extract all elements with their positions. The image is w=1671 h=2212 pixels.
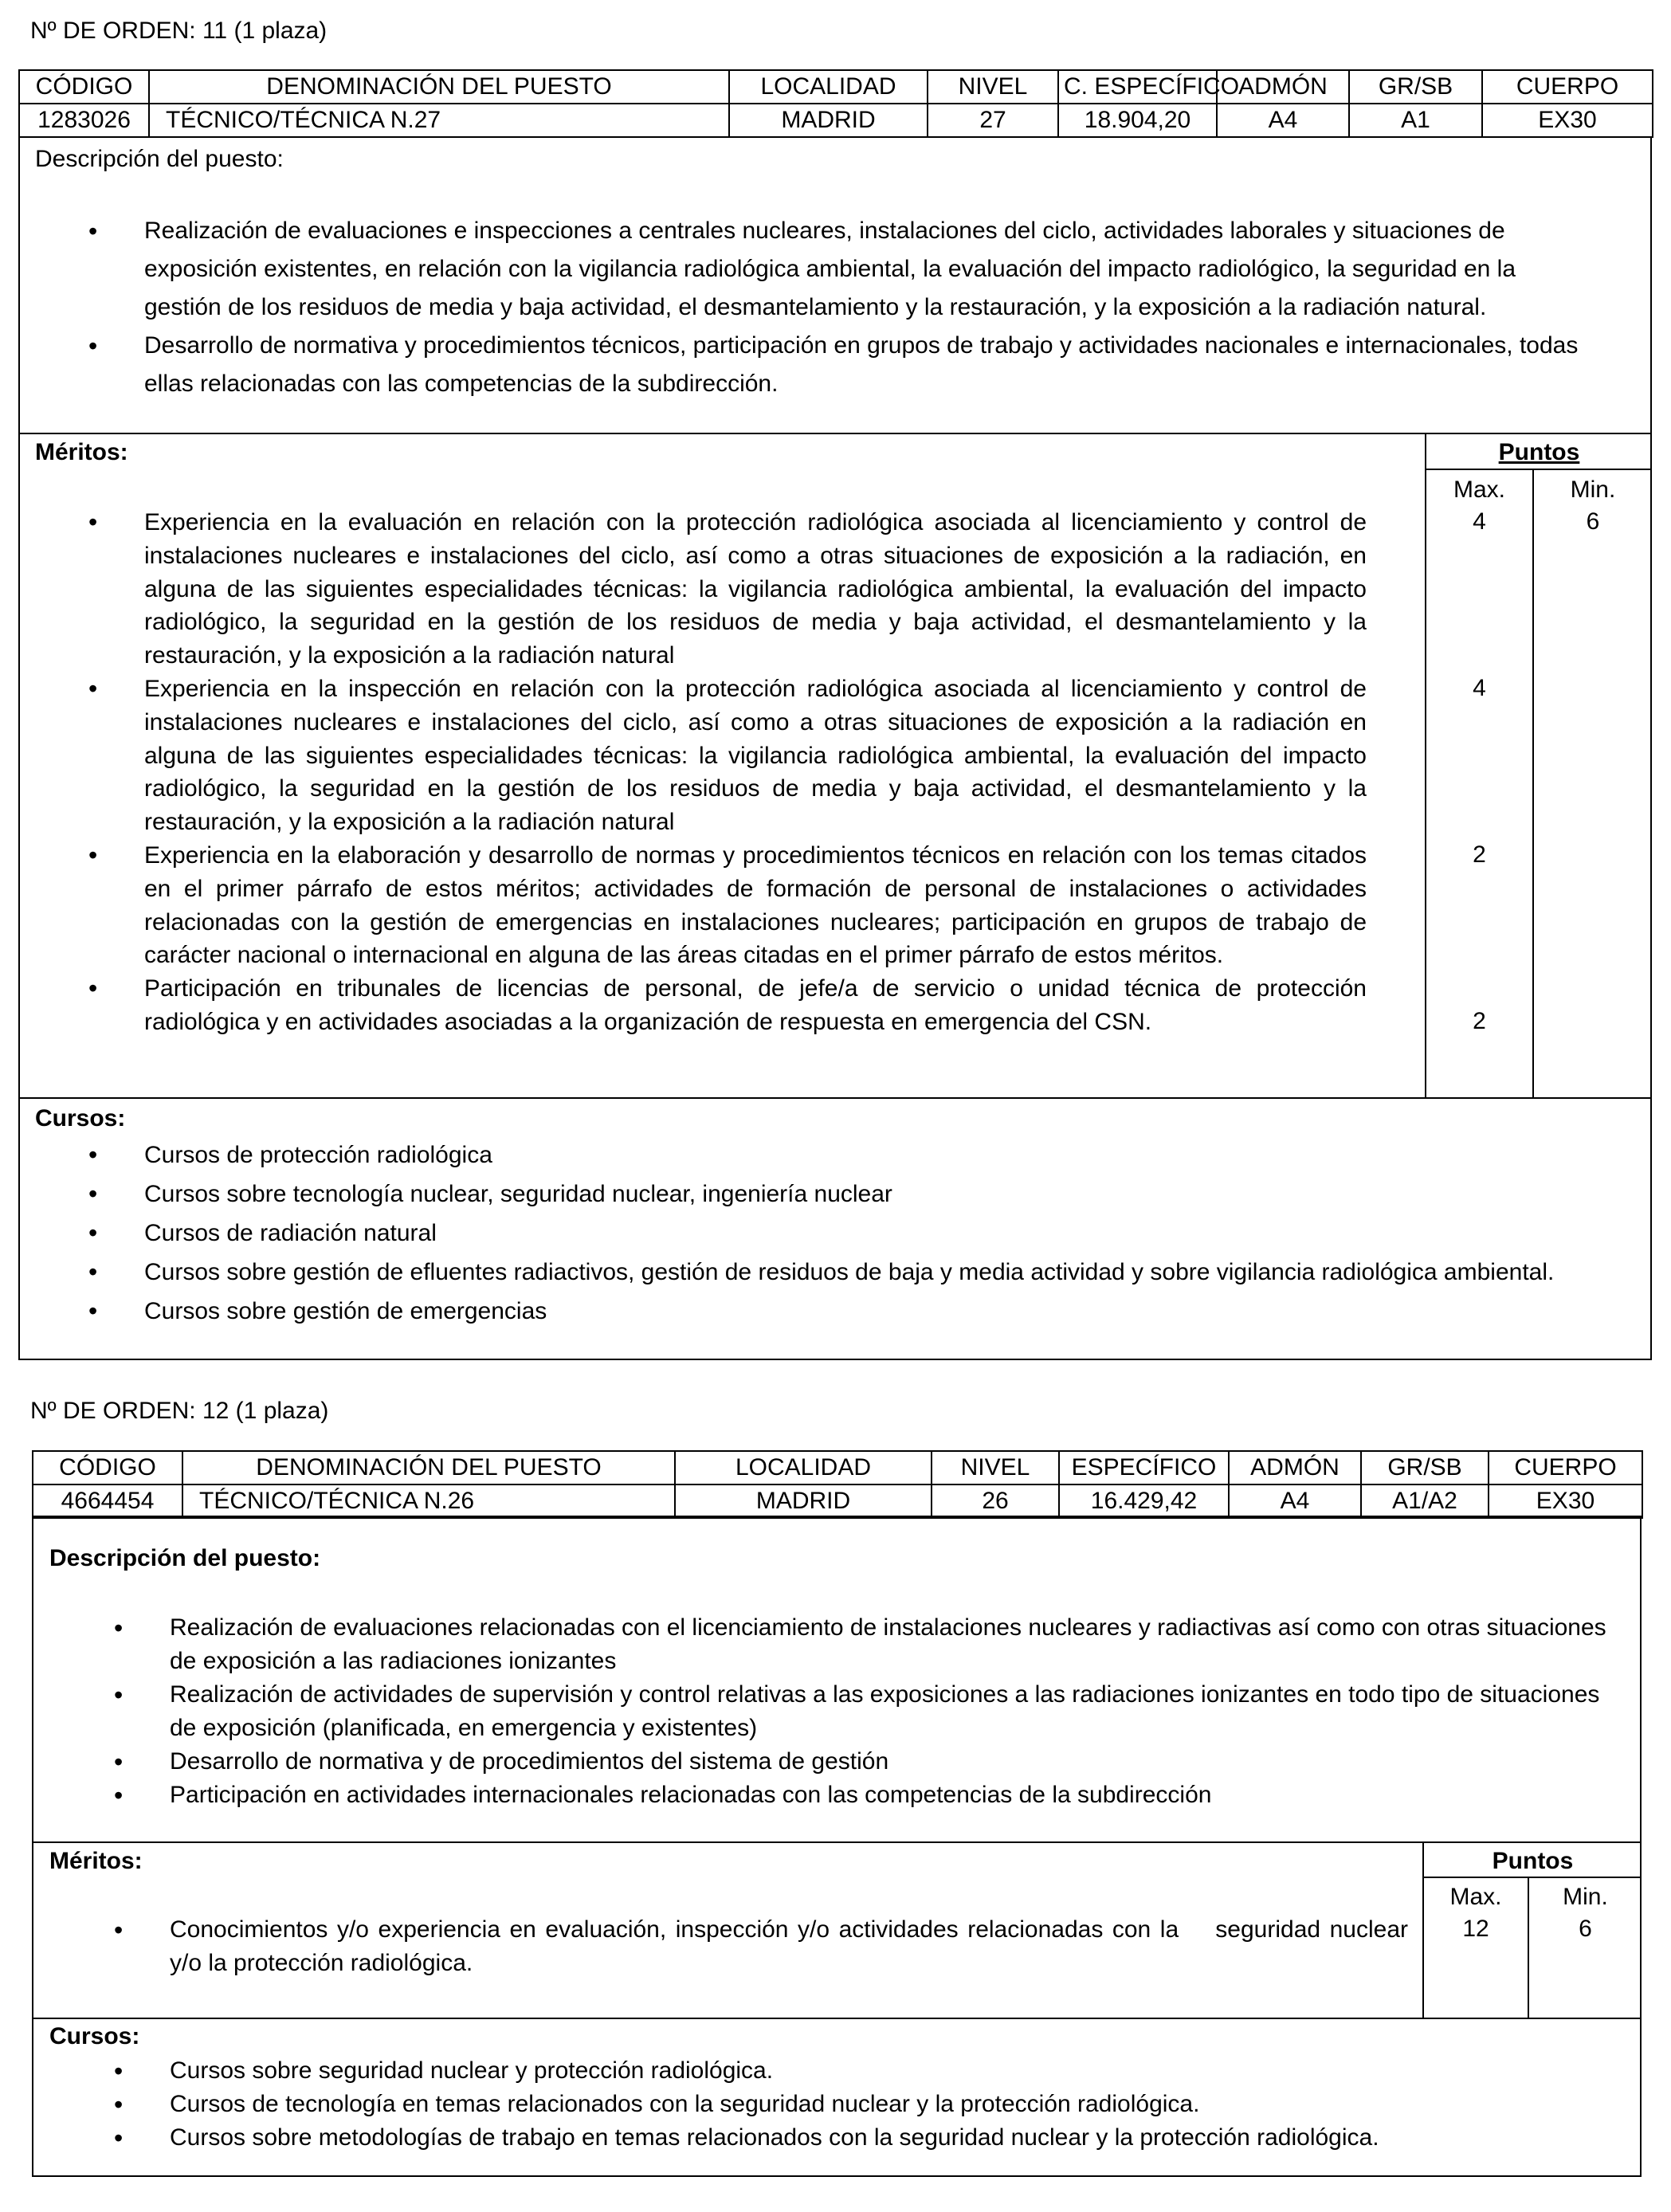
list-item: • Experiencia en la evaluación en relación con la protección radiológica asociada al licenciamiento y control de instalaciones nucleares e instalaciones del ciclo, así como a otras situaciones de exposición a la radiación, en alguna de las siguientes especialidades técnicas: la vigilancia radiológica ambiental, la evaluación del impacto radiológico, la seguridad en la gestión de los residuos de media y baja actividad, el desmantelamiento y la restauración, y la exposición a la radiación natural: [20, 506, 1367, 673]
cell-localidad: MADRID: [729, 104, 928, 137]
merito-11-1-max: 4: [1473, 508, 1486, 535]
table-row: [33, 1484, 1642, 1518]
cell-grsb: A1/A2: [1361, 1484, 1489, 1518]
cell-cuerpo: EX30: [1489, 1484, 1642, 1518]
puntos-max-min-divider: [1532, 470, 1534, 1099]
list-item: • Conocimientos y/o experiencia en evaluación, inspección y/o actividades relacionadas con la seguridad nuclear y/o la protección radiológica.: [45, 1913, 1408, 1980]
min-11-value: 6: [1586, 508, 1600, 535]
header-localidad: LOCALIDAD: [729, 70, 928, 104]
header-codigo: CÓDIGO: [33, 1451, 182, 1484]
meritos-11-list: [20, 506, 1367, 1039]
cell-admon: A4: [1217, 104, 1349, 137]
header-grsb: GR/SB: [1361, 1451, 1489, 1484]
header-especifico: ESPECÍFICO: [1059, 1451, 1229, 1484]
cell-nivel: 26: [932, 1484, 1059, 1518]
orden-11-title: Nº DE ORDEN: 11 (1 plaza): [30, 18, 328, 44]
cursos-12-list: [45, 2054, 1631, 2155]
cell-denominacion: TÉCNICO/TÉCNICA N.27: [149, 104, 729, 137]
header-localidad: LOCALIDAD: [675, 1451, 932, 1484]
puntos-12-label: Puntos: [1492, 1848, 1574, 1874]
min-11-label: Min.: [1570, 477, 1616, 503]
puntos-header-line: [1425, 469, 1652, 470]
puesto-11-table: [18, 69, 1653, 138]
merito-11-2-max: 4: [1473, 675, 1486, 701]
table-header-row: [33, 1451, 1642, 1484]
cursos-11-label: Cursos:: [35, 1105, 126, 1131]
header-cuerpo: CUERPO: [1482, 70, 1653, 104]
cursos-12-label: Cursos:: [49, 2023, 140, 2049]
cell-codigo: 1283026: [19, 104, 149, 137]
merito-12-1-max: 12: [1462, 1916, 1489, 1942]
descripcion-12-list: [45, 1611, 1631, 1812]
descripcion-11-label: Descripción del puesto:: [35, 146, 284, 172]
cell-codigo: 4664454: [33, 1484, 182, 1518]
cell-admon: A4: [1229, 1484, 1361, 1518]
list-item: • Desarrollo de normativa y procedimientos técnicos, participación en grupos de trabajo y actividades nacionales e internacionales, todas ellas relacionadas con las competencias de la subdirección.: [20, 327, 1582, 403]
header-nivel: NIVEL: [928, 70, 1058, 104]
header-grsb: GR/SB: [1349, 70, 1482, 104]
list-item: • Cursos sobre tecnología nuclear, seguridad nuclear, ingeniería nuclear: [20, 1175, 1646, 1214]
list-item: • Desarrollo de normativa y de procedimientos del sistema de gestión: [45, 1745, 1631, 1779]
meritos-11-label: Méritos:: [35, 439, 128, 465]
max-11-label: Max.: [1453, 477, 1505, 503]
cell-denominacion: TÉCNICO/TÉCNICA N.26: [182, 1484, 675, 1518]
table-row: [19, 104, 1653, 137]
list-item: • Realización de evaluaciones e inspecciones a centrales nucleares, instalaciones del ciclo, actividades laborales y situaciones de exposición existentes, en relación con la vigilancia radiológica ambiental, la evaluación del impacto radiológico, la seguridad en la gestión de los residuos de media y baja actividad, el desmantelamiento y la restauración, y la exposición a la radiación natural.: [20, 212, 1582, 327]
cell-cuerpo: EX30: [1482, 104, 1653, 137]
merito-11-4-max: 2: [1473, 1008, 1486, 1034]
min-12-label: Min.: [1563, 1884, 1608, 1910]
puesto-12-table: [32, 1450, 1643, 1519]
header-admon: ADMÓN: [1217, 70, 1349, 104]
list-item: • Cursos sobre gestión de emergencias: [20, 1292, 1646, 1331]
table-header-row: [19, 70, 1653, 104]
list-item: • Cursos de tecnología en temas relacionados con la seguridad nuclear y la protección radiológica.: [45, 2088, 1631, 2121]
orden-12-title: Nº DE ORDEN: 12 (1 plaza): [30, 1398, 329, 1424]
merito-11-3-max: 2: [1473, 841, 1486, 868]
descripcion-11-list: [20, 212, 1582, 403]
list-item: • Experiencia en la elaboración y desarrollo de normas y procedimientos técnicos en relación con los temas citados en el primer párrafo de estos méritos; actividades de formación de personal de instalaciones o actividades relacionadas con la gestión de emergencias en instalaciones nucleares; participación en grupos de trabajo de carácter nacional o internacional en alguna de las áreas citadas en el primer párrafo de estos méritos.: [20, 839, 1367, 972]
cell-especifico: 18.904,20: [1058, 104, 1217, 137]
max-12-label: Max.: [1449, 1884, 1502, 1910]
list-item: • Cursos sobre gestión de efluentes radiactivos, gestión de residuos de baja y media actividad y sobre vigilancia radiológica ambiental.: [20, 1253, 1646, 1292]
cell-especifico: 16.429,42: [1059, 1484, 1229, 1518]
descripcion-12-label: Descripción del puesto:: [49, 1545, 321, 1571]
min-12-value: 6: [1579, 1916, 1592, 1942]
list-item: • Cursos de protección radiológica: [20, 1135, 1646, 1175]
list-item: • Participación en actividades internacionales relacionadas con las competencias de la subdirección: [45, 1779, 1631, 1812]
cell-localidad: MADRID: [675, 1484, 932, 1518]
header-admon: ADMÓN: [1229, 1451, 1361, 1484]
cursos-11-list: [20, 1135, 1646, 1331]
cell-nivel: 27: [928, 104, 1058, 137]
header-denominacion: DENOMINACIÓN DEL PUESTO: [149, 70, 729, 104]
list-item: • Realización de evaluaciones relacionadas con el licenciamiento de instalaciones nucleares y radiactivas así como con otras situaciones de exposición a las radiaciones ionizantes: [45, 1611, 1631, 1678]
list-item: • Realización de actividades de supervisión y control relativas a las exposiciones a las radiaciones ionizantes en todo tipo de situaciones de exposición (planificada, en emergencia y existentes): [45, 1678, 1631, 1745]
meritos-12-list: [45, 1913, 1415, 1980]
puntos-11-label: Puntos: [1498, 439, 1580, 465]
header-codigo: CÓDIGO: [19, 70, 149, 104]
header-especifico: C. ESPECÍFICO: [1058, 70, 1217, 104]
list-item: • Cursos sobre metodologías de trabajo en temas relacionados con la seguridad nuclear y la protección radiológica.: [45, 2121, 1631, 2155]
meritos-12-label: Méritos:: [49, 1848, 143, 1874]
list-item: • Cursos sobre seguridad nuclear y protección radiológica.: [45, 2054, 1631, 2088]
cell-grsb: A1: [1349, 104, 1482, 137]
list-item: • Participación en tribunales de licencias de personal, de jefe/a de servicio o unidad técnica de protección radiológica y en actividades asociadas a la organización de respuesta en emergencia del CSN.: [20, 972, 1367, 1039]
header-nivel: NIVEL: [932, 1451, 1059, 1484]
header-cuerpo: CUERPO: [1489, 1451, 1642, 1484]
header-denominacion: DENOMINACIÓN DEL PUESTO: [182, 1451, 675, 1484]
list-item: • Experiencia en la inspección en relación con la protección radiológica asociada al licenciamiento y control de instalaciones nucleares e instalaciones del ciclo, así como a otras situaciones de exposición a la radiación en alguna de las siguientes especialidades técnicas: la vigilancia radiológica ambiental, la evaluación del impacto radiológico, la seguridad en la gestión de los residuos de media y baja actividad, el desmantelamiento y la restauración, y la exposición a la radiación natural: [20, 673, 1367, 839]
list-item: • Cursos de radiación natural: [20, 1214, 1646, 1253]
